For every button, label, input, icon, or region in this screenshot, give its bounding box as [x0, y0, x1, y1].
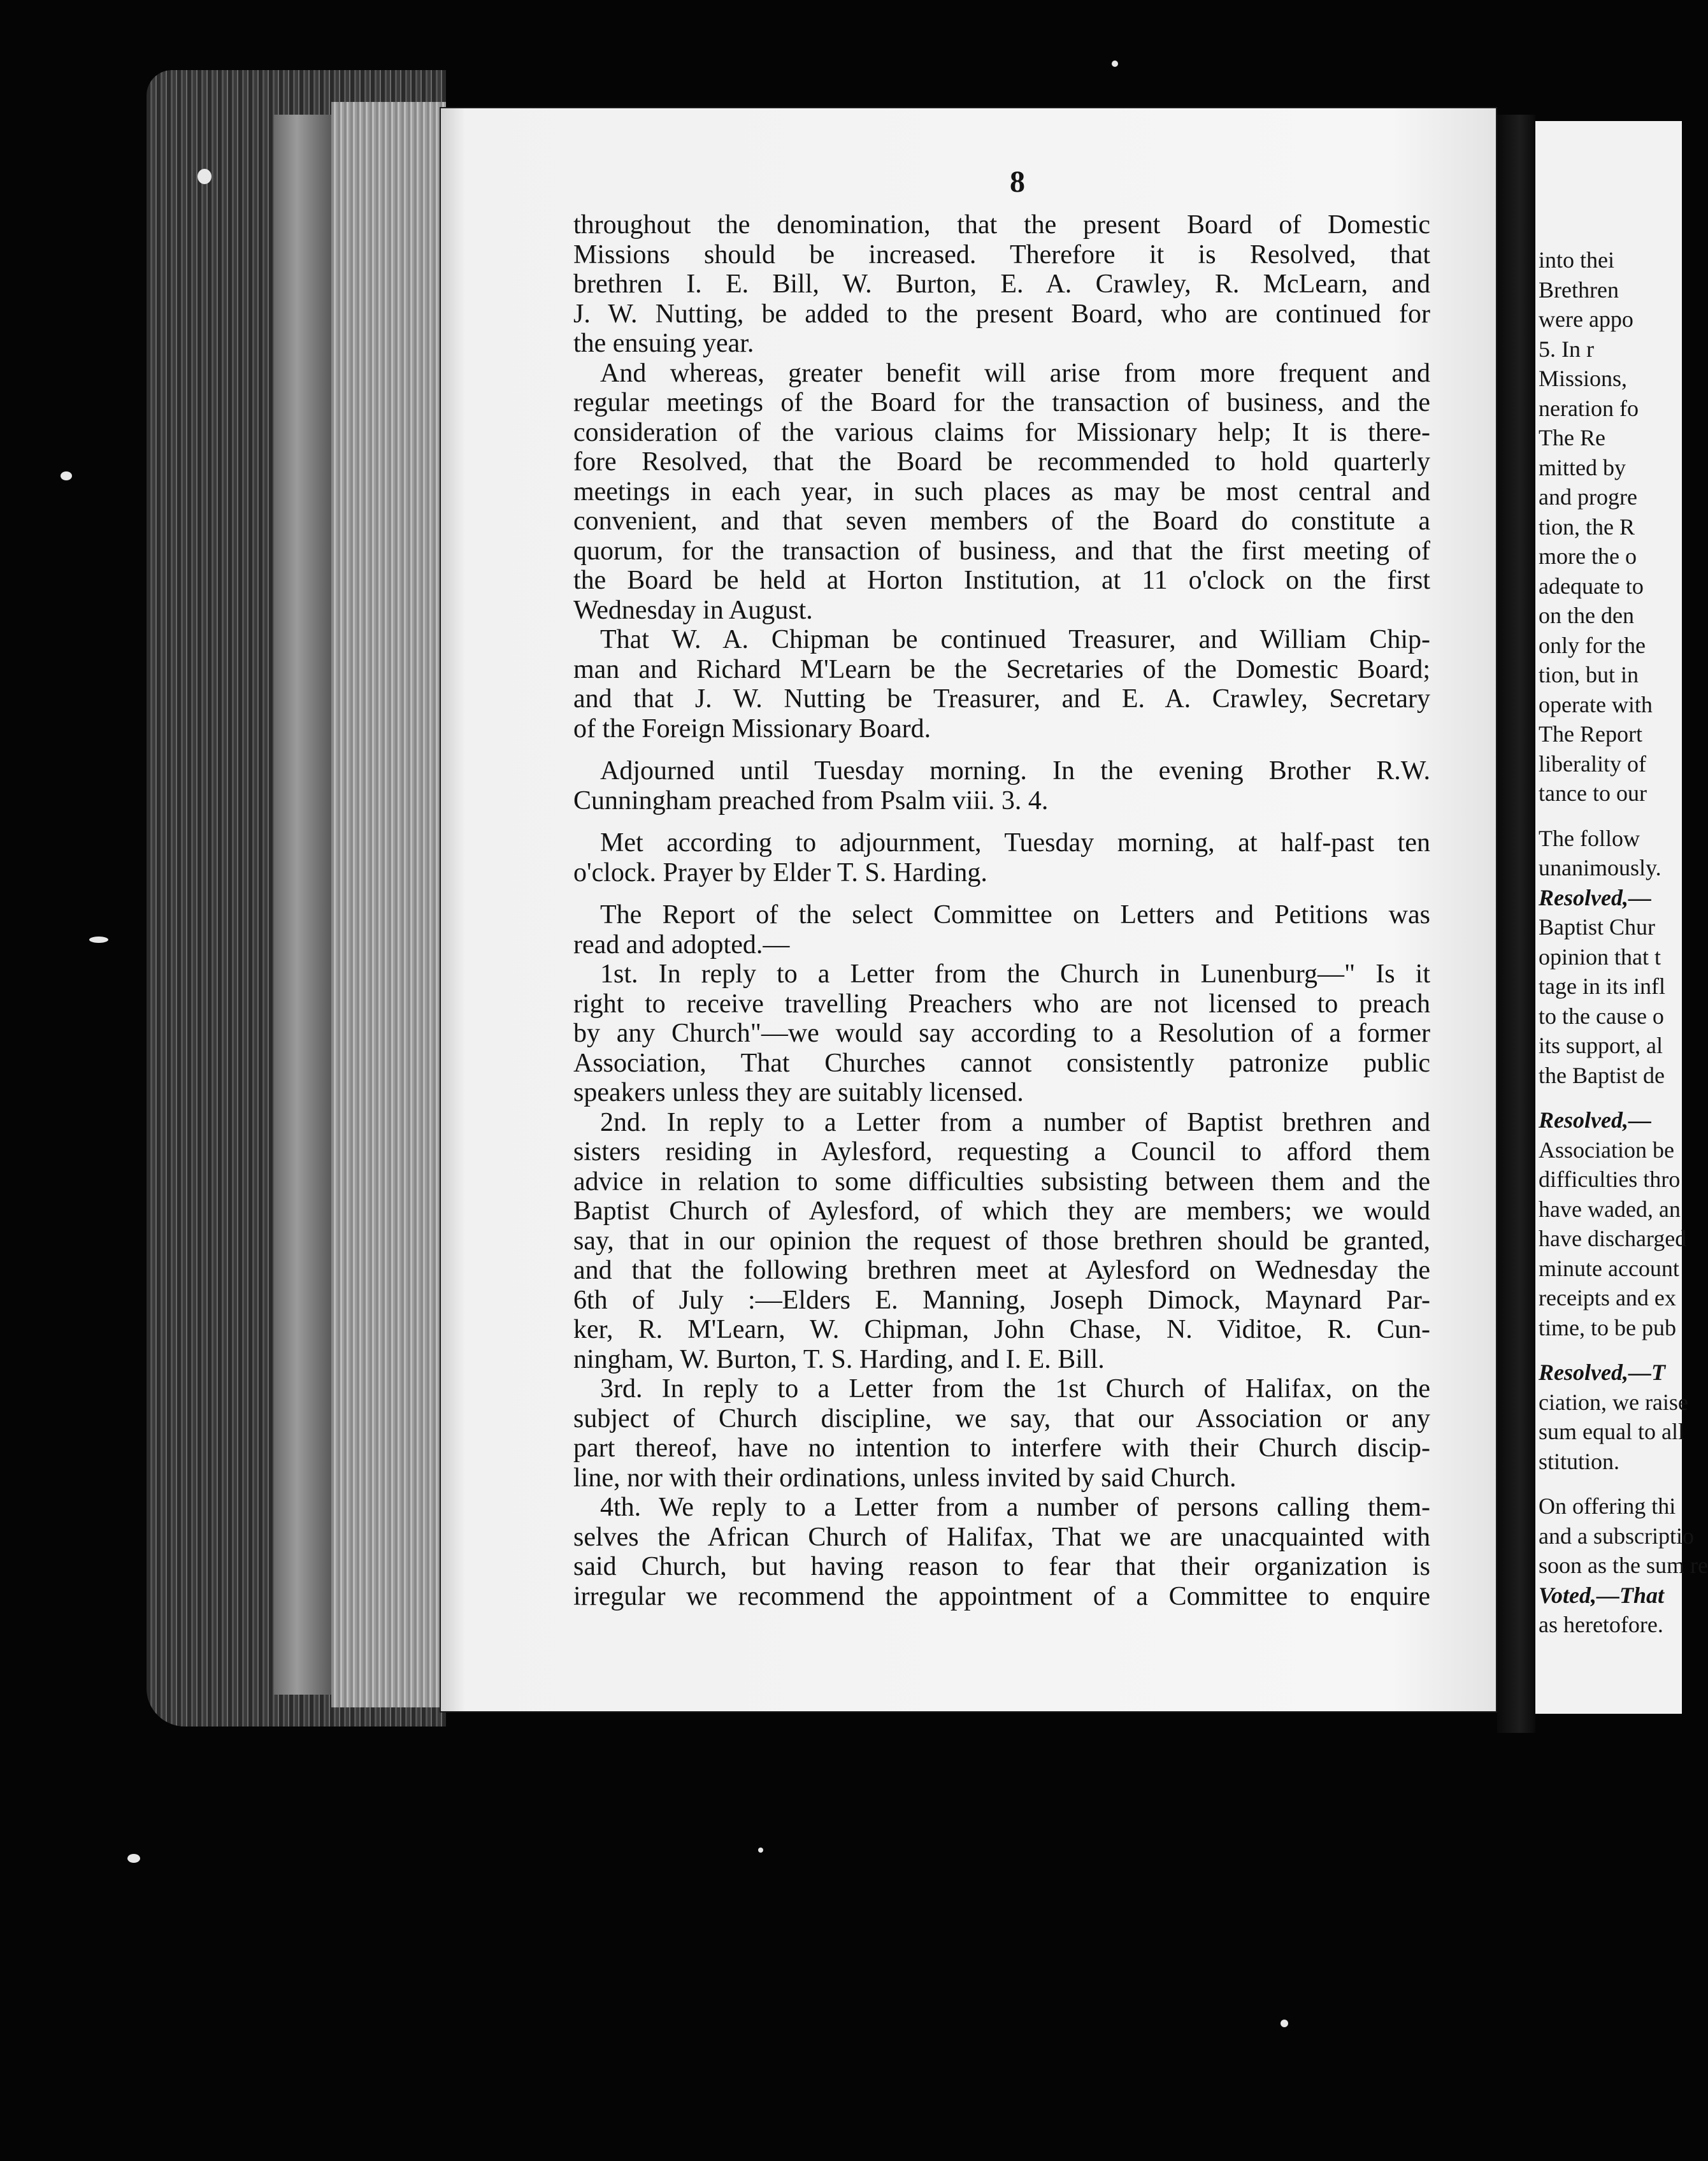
- dust-speck: [127, 1854, 140, 1863]
- text-line: 3rd. In reply to a Letter from the 1st Church of Halifax, on the: [600, 1374, 1430, 1404]
- right-text-line: [1539, 1090, 1704, 1105]
- dust-speck: [1112, 61, 1118, 67]
- right-text-line: tion, the R: [1539, 513, 1635, 540]
- right-text-line: tion, but in: [1539, 662, 1639, 687]
- dust-speck: [758, 1848, 763, 1853]
- text-line: the Board be held at Horton Institution, at 11 o'clock on the first: [573, 566, 1430, 595]
- right-text-line: On offering thi: [1539, 1493, 1676, 1519]
- text-line: by any Church"—we would say according to a Resolution of a former: [573, 1019, 1430, 1048]
- text-line: J. W. Nutting, be added to the present Board, who are continued for: [573, 299, 1430, 329]
- text-line: and that J. W. Nutting be Treasurer, and E. A. Crawley, Secretary: [573, 684, 1430, 714]
- right-text-line: 5. In r: [1539, 336, 1594, 362]
- text-line: and that the following brethren meet at Aylesford on Wednesday the: [573, 1256, 1430, 1285]
- text-line: irregular we recommend the appointment of a Committee to enquire: [573, 1581, 1430, 1611]
- text-line: Association, That Churches cannot consistently patronize public: [573, 1048, 1430, 1078]
- right-text-line: have waded, an: [1539, 1196, 1681, 1222]
- page-number: 8: [1010, 165, 1025, 199]
- right-text-line: soon as the sum re: [1539, 1553, 1708, 1578]
- right-text-line: operate with: [1539, 691, 1653, 717]
- text-line: subject of Church discipline, we say, that our Association or any: [573, 1404, 1430, 1433]
- book-gutter: [1497, 115, 1535, 1733]
- text-line: Adjourned until Tuesday morning. In the evening Brother R.W.: [600, 756, 1430, 786]
- right-text-line: have discharged: [1539, 1226, 1687, 1251]
- dust-speck: [197, 169, 212, 184]
- main-text-column: [573, 210, 1430, 1611]
- text-line: ker, R. M'Learn, W. Chipman, John Chase, N. Viditoe, R. Cun-: [573, 1315, 1430, 1344]
- right-text-line: Association be: [1539, 1137, 1674, 1163]
- dust-speck: [89, 937, 108, 943]
- right-text-line: were appo: [1539, 306, 1633, 332]
- text-line: 6th of July :—Elders E. Manning, Joseph Dimock, Maynard Par-: [573, 1285, 1430, 1315]
- text-line: part thereof, have no intention to interfere with their Church discip-: [573, 1433, 1430, 1463]
- text-line: ningham, W. Burton, T. S. Harding, and I. E. Bill.: [573, 1344, 1105, 1374]
- text-line: 4th. We reply to a Letter from a number of persons calling them-: [600, 1493, 1430, 1522]
- right-text-line: Brethren: [1539, 276, 1619, 303]
- right-text-line: The Report: [1539, 721, 1642, 747]
- book-spine: [274, 115, 331, 1695]
- right-text-line: and a subscriptio: [1539, 1523, 1694, 1549]
- text-line: 2nd. In reply to a Letter from a number of Baptist brethren and: [600, 1107, 1430, 1137]
- right-text-line: ciation, we raise: [1539, 1389, 1688, 1415]
- right-text-line: mitted by: [1539, 454, 1626, 480]
- right-text-line: Resolved,—T: [1539, 1360, 1665, 1385]
- text-line: right to receive travelling Preachers who are not licensed to preach: [573, 989, 1430, 1019]
- text-line: Cunningham preached from Psalm viii. 3. 4.: [573, 786, 1049, 815]
- text-line: Met according to adjournment, Tuesday morning, at half-past ten: [600, 828, 1430, 858]
- text-line: say, that in our opinion the request of those brethren should be granted,: [573, 1226, 1430, 1256]
- text-line: read and adopted.—: [573, 930, 790, 959]
- text-line: man and Richard M'Learn be the Secretaries of the Domestic Board;: [573, 654, 1430, 684]
- right-text-line: unanimously.: [1539, 855, 1661, 880]
- text-line: of the Foreign Missionary Board.: [573, 714, 931, 743]
- right-text-line: [1539, 1342, 1704, 1358]
- text-line: And whereas, greater benefit will arise from more frequent and: [600, 358, 1430, 388]
- right-text-line: into thei: [1539, 247, 1614, 273]
- right-text-line: minute account: [1539, 1255, 1679, 1281]
- text-line: Baptist Church of Aylesford, of which they are members; we would: [573, 1196, 1430, 1226]
- dust-speck: [1281, 2020, 1288, 2027]
- right-text-line: [1539, 1476, 1704, 1491]
- right-text-line: as heretofore.: [1539, 1612, 1663, 1637]
- page-stack: [331, 102, 446, 1707]
- text-line: speakers unless they are suitably licensed.: [573, 1078, 1024, 1107]
- right-text-line: receipts and ex: [1539, 1285, 1676, 1310]
- right-text-line: only for the: [1539, 632, 1646, 658]
- text-line: Wednesday in August.: [573, 595, 813, 625]
- right-page-text: [1539, 245, 1708, 1640]
- text-line: fore Resolved, that the Board be recommended to hold quarterly: [573, 447, 1430, 477]
- right-text-line: liberality of: [1539, 750, 1646, 777]
- right-text-line: tage in its infl: [1539, 973, 1665, 999]
- right-text-line: the Baptist de: [1539, 1062, 1665, 1088]
- right-text-line: to the cause o: [1539, 1003, 1664, 1029]
- right-text-line: time, to be pub: [1539, 1314, 1676, 1340]
- text-line: Missions should be increased. Therefore it is Resolved, that: [573, 240, 1430, 269]
- right-text-line: Missions,: [1539, 366, 1628, 391]
- text-line: quorum, for the transaction of business, and that the first meeting of: [573, 536, 1430, 566]
- text-line: That W. A. Chipman be continued Treasurer, and William Chip-: [600, 625, 1430, 654]
- right-text-line: difficulties thro: [1539, 1167, 1681, 1192]
- text-line: selves the African Church of Halifax, That we are unacquainted with: [573, 1522, 1430, 1552]
- right-text-line: Voted,—That: [1539, 1582, 1665, 1608]
- right-text-line: more the o: [1539, 543, 1637, 569]
- right-text-line: its support, al: [1539, 1033, 1663, 1058]
- right-text-line: [1539, 808, 1704, 824]
- right-text-line: Resolved,—: [1539, 1107, 1651, 1133]
- text-line: meetings in each year, in such places as may be most central and: [573, 477, 1430, 506]
- text-line: o'clock. Prayer by Elder T. S. Harding.: [573, 858, 987, 887]
- text-line: convenient, and that seven members of the Board do constitute a: [573, 506, 1430, 536]
- right-text-line: stitution.: [1539, 1448, 1620, 1474]
- right-text-line: and progre: [1539, 484, 1637, 510]
- text-line: the ensuing year.: [573, 329, 754, 358]
- right-text-line: on the den: [1539, 603, 1634, 628]
- right-text-line: sum equal to all: [1539, 1419, 1684, 1444]
- dust-speck: [61, 471, 72, 480]
- text-line: 1st. In reply to a Letter from the Church in Lunenburg—" Is it: [600, 959, 1430, 989]
- text-line: regular meetings of the Board for the transaction of business, and the: [573, 388, 1430, 417]
- text-line: throughout the denomination, that the present Board of Domestic: [573, 210, 1430, 240]
- text-line: line, nor with their ordinations, unless invited by said Church.: [573, 1463, 1237, 1493]
- text-line: said Church, but having reason to fear that their organization is: [573, 1552, 1430, 1581]
- right-text-line: The follow: [1539, 825, 1640, 851]
- text-line: consideration of the various claims for Missionary help; It is there-: [573, 417, 1430, 447]
- right-text-line: opinion that t: [1539, 944, 1661, 970]
- text-line: sisters residing in Aylesford, requesting a Council to afford them: [573, 1137, 1430, 1167]
- right-text-line: neration fo: [1539, 395, 1639, 421]
- right-text-line: Baptist Chur: [1539, 914, 1656, 940]
- right-text-line: The Re: [1539, 425, 1605, 450]
- right-text-line: Resolved,—: [1539, 884, 1651, 910]
- text-line: The Report of the select Committee on Letters and Petitions was: [600, 900, 1430, 930]
- right-text-line: adequate to: [1539, 573, 1644, 599]
- text-line: brethren I. E. Bill, W. Burton, E. A. Crawley, R. McLearn, and: [573, 269, 1430, 299]
- right-text-line: tance to our: [1539, 780, 1647, 806]
- text-line: advice in relation to some difficulties subsisting between them and the: [573, 1167, 1430, 1196]
